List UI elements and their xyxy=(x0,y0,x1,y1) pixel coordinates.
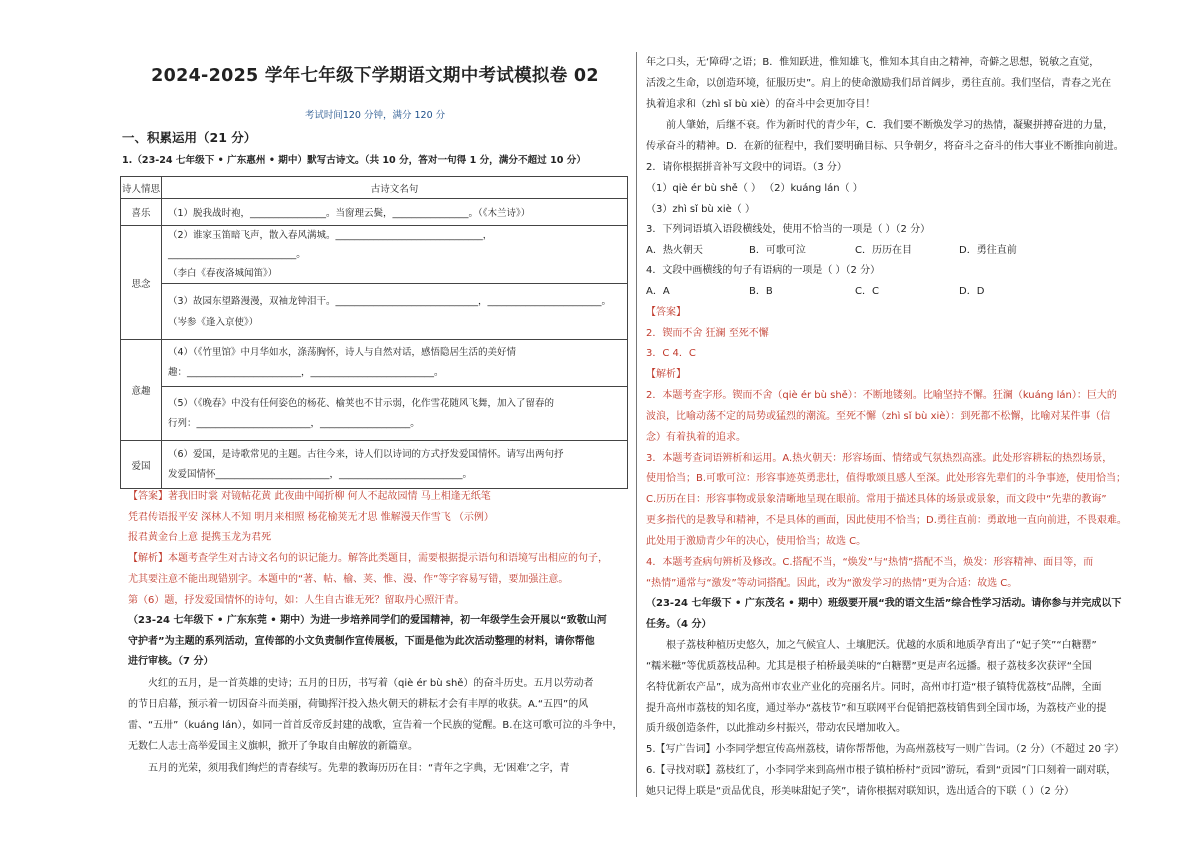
verse-line: （岑参《逢入京使》） xyxy=(168,316,259,328)
question-1-intro: 1.（23-24 七年级下 • 广东惠州 • 期中）默写古诗文。（共 10 分，答对一句得 1 分，满分不超过 10 分） xyxy=(122,155,586,166)
analysis-line: 尤其要注意不能出现错别字。本题中的“著、帖、榆、荚、惟、漫、作”等字容易写错，要加强注意。 xyxy=(128,574,569,585)
table-header: 诗人情思 xyxy=(121,177,162,199)
verse-line: （2）谁家玉笛暗飞声，散入春风满城。_______________________________，___________________________。 xyxy=(168,230,493,260)
option-b[interactable]: B．可歌可泣 xyxy=(749,245,806,256)
intro-line: （23-24 七年级下 • 广东茂名 • 期中）班级要开展“我的语文生活”综合性学习活动。请你参与并完成以下 xyxy=(646,598,1122,609)
question-5: 5.【写广告词】小李同学想宣传高州荔枝，请你帮帮他，为高州荔枝写一则广告词。（2 分）（不超过 20 字） xyxy=(646,744,1125,755)
answer-line: 3．C 4．C xyxy=(646,348,696,359)
analysis-line: 4．本题考查病句辨析及修改。C.搭配不当，“焕发”与“热情”搭配不当，焕发：形容精神、面目等，而 xyxy=(646,557,1094,568)
passage-line: “糯米糍”等优质荔枝品种。尤其是根子柏桥最美味的“白糖罂”更是声名远播。根子荔枝多次获评“全国 xyxy=(646,661,1092,672)
intro-line: 进行审核。（7 分） xyxy=(128,656,214,667)
answer-line: 报君黄金台上意 提携玉龙为君死 xyxy=(128,532,272,543)
verse-line: （5）（《晚春》中没有任何姿色的杨花、榆荚也不甘示弱，化作雪花随风飞舞，加入了留春的 xyxy=(168,397,555,409)
passage-line: 活泼之生命，以创造环境，征服历史”。肩上的使命激励我们昂首阔步，勇往直前。我们坚信，青春之光在 xyxy=(646,78,1112,89)
emotion-cell: 意趣 xyxy=(121,340,162,441)
verse-line: 趣：________________________，__________________________。 xyxy=(168,367,444,378)
question-4: 4．文段中画横线的句子有语病的一项是（ ）（2 分） xyxy=(646,265,881,276)
passage-line: 传承奋斗的精神。D．在新的征程中，我们要明确目标、只争朝夕，将奋斗之奋斗的伟大事业不断推向前进。 xyxy=(646,141,1124,152)
table-header-row xyxy=(121,177,628,199)
question-6-line: 6.【寻找对联】荔枝红了，小李同学来到高州市根子镇柏桥村“贡园”游玩，看到“贡园”门口刻着一副对联， xyxy=(646,765,1117,776)
table-row xyxy=(121,284,628,340)
exam-title: 2024-2025 学年七年级下学期语文期中考试模拟卷 02 xyxy=(151,66,599,86)
verse-line: （3）故园东望路漫漫，双袖龙钟泪干。______________________________，________________________。 xyxy=(168,295,612,307)
option-a[interactable]: A．A xyxy=(646,286,670,297)
verse-line: 行列：________________________，___________________。 xyxy=(168,417,420,429)
verse-cell xyxy=(162,441,628,489)
analysis-line: “热情”通常与“激发”等动词搭配。因此，改为“激发学习的热情”更为合适：故选 C。 xyxy=(646,578,1018,589)
verse-cell xyxy=(162,199,628,226)
table-header: 古诗文名句 xyxy=(162,177,628,199)
answer-line: 【答案】著我旧时裳 对镜帖花黄 此夜曲中闻折柳 何人不起故园情 马上相逢无纸笔 xyxy=(128,491,491,502)
analysis-line: 使用恰当；B.可歌可泣：形容事迹英勇悲壮，值得歌颂且感人至深。此处形容先辈们的斗争事迹，使用恰当； xyxy=(646,473,1127,484)
passage-line: 执着追求和（zhì sǐ bù xiè）的奋斗中会更加夺目！ xyxy=(646,99,876,110)
passage-line: 火红的五月，是一首英雄的史诗；五月的日历，书写着（qiè ér bù shě）的奋斗历史。五月以劳动者 xyxy=(148,678,594,689)
passage-line: 年之口头，无‘障碍’之语；B．惟知跃进，惟知雄飞，惟知本其自由之精神，奇僻之思想，锐敏之直觉， xyxy=(646,57,1100,68)
analysis-line: C.历历在目：形容事物或景象清晰地呈现在眼前。常用于描述具体的场景或景象，而文段中“先辈的教诲” xyxy=(646,494,1107,505)
verse-line: （4）（《竹里馆》中月华如水，涤荡胸怀，诗人与自然对话，感悟隐居生活的美好情 xyxy=(168,347,517,358)
option-d[interactable]: D．勇往直前 xyxy=(959,245,1017,256)
verse-line: （1）脱我战时袍，________________。当窗理云鬓，________________。（《木兰诗》） xyxy=(168,208,531,219)
table-row xyxy=(121,441,628,489)
analysis-line: 念）有着执着的追求。 xyxy=(646,432,746,443)
column-divider xyxy=(636,52,637,797)
verse-line: （6）爱国，是诗歌常见的主题。古往今来，诗人们以诗词的方式抒发爱国情怀。请写出两句抒 xyxy=(168,448,564,460)
analysis-line: 更多指代的是教导和精神，不是具体的画面，因此使用不恰当；D.勇往直前：勇敢地一直向前进，不畏艰难。 xyxy=(646,515,1127,526)
emotion-cell: 喜乐 xyxy=(121,199,162,226)
option-a[interactable]: A．热火朝天 xyxy=(646,245,703,256)
table-row xyxy=(121,199,628,226)
passage-line: 根子荔枝种植历史悠久，加之气候宜人、土壤肥沃。优越的水质和地质孕育出了“妃子笑”“白糖罂” xyxy=(666,640,1097,651)
analysis-label: 【解析】 xyxy=(646,369,686,380)
table-row xyxy=(121,387,628,441)
passage-line: 质升级创造条件，以此推动乡村振兴，带动农民增加收入。 xyxy=(646,723,906,734)
question-2-1: 2．请你根据拼音补写文段中的词语。（3 分） xyxy=(646,162,847,173)
emotion-cell: 爱国 xyxy=(121,441,162,489)
option-c[interactable]: C．C xyxy=(855,286,879,297)
question-3: 3．下列词语填入语段横线处，使用不恰当的一项是（ ）（2 分） xyxy=(646,224,931,235)
pinyin-blanks-row[interactable]: （1）qiè ér bù shě（ ） （2）kuáng lán（ ） xyxy=(646,183,863,194)
section-heading: 一、积累运用（21 分） xyxy=(122,130,257,145)
table-row xyxy=(121,340,628,387)
passage-line: 五月的光荣，须用我们绚烂的青春续写。先辈的教诲历历在目：“青年之字典，无‘困难’之字，青 xyxy=(148,763,570,774)
analysis-line: 第（6）题，抒发爱国情怀的诗句，如：人生自古谁无死？留取丹心照汗青。 xyxy=(128,595,465,606)
analysis-line: 2．本题考查字形。锲而不舍（qiè ér bù shě）：不断地镂刻。比喻坚持不懈。狂澜（kuáng lán）：巨大的 xyxy=(646,390,1117,401)
analysis-line: 【解析】本题考查学生对古诗文名句的识记能力。解答此类题目，需要根据提示语句和语境写出相应的句子， xyxy=(128,553,608,564)
analysis-line: 此处用于激励青少年的决心，使用恰当；故选 C。 xyxy=(646,536,867,547)
passage-line: 前人肇始，后继不衰。作为新时代的青少年，C．我们要不断焕发学习的热情，凝聚拼搏奋进的力量， xyxy=(666,120,1113,131)
table-row xyxy=(121,226,628,284)
exam-subtitle: 考试时间120 分钟，满分 120 分 xyxy=(304,110,446,121)
option-c[interactable]: C．历历在目 xyxy=(855,245,912,256)
passage-line: 无数仁人志士高举爱国主义旗帜，掀开了争取自由解放的新篇章。 xyxy=(128,741,418,752)
answer-label: 【答案】 xyxy=(646,307,686,318)
passage-line: 名特优新农产品”，成为高州市农业产业化的亮丽名片。同时，高州市打造“根子镇特优荔枝”品牌，全面 xyxy=(646,682,1102,693)
intro-line: 任务。（4 分） xyxy=(646,619,712,630)
answer-line: 凭君传语报平安 深林人不知 明月来相照 杨花榆荚无才思 惟解漫天作雪飞 （示例） xyxy=(128,512,494,523)
verse-cell xyxy=(162,284,628,340)
option-b[interactable]: B．B xyxy=(749,286,773,297)
verse-cell xyxy=(162,340,628,387)
pinyin-blanks-row[interactable]: （3）zhì sǐ bù xiè（ ） xyxy=(646,204,755,215)
verse-line: （李白《春夜洛城闻笛》） xyxy=(168,268,278,279)
analysis-line: 波浪，比喻动荡不定的局势或猛烈的潮流。至死不懈（zhì sǐ bù xiè）：到死都不松懈，比喻对某件事（信 xyxy=(646,411,1111,422)
emotion-cell: 思念 xyxy=(121,226,162,340)
verse-line: 发爱国情怀________________________，__________________________。 xyxy=(168,468,473,480)
question-6-line: 她只记得上联是“贡品优良，形美味甜妃子笑”，请你根据对联知识，选出适合的下联（ ）（2 分） xyxy=(646,786,1075,797)
intro-line: 守护者”为主题的系列活动，宣传部的小文负责制作宣传展板，下面是他为此次活动整理的材料，请你帮他 xyxy=(128,636,595,647)
passage-line: 雷、“五卅”（kuáng lán），如同一首首反帝反封建的战歌，宣告着一个民族的觉醒。B.在这可歌可泣的斗争中， xyxy=(128,720,623,731)
verse-cell xyxy=(162,387,628,441)
answer-line: 2．锲而不舍 狂澜 至死不懈 xyxy=(646,328,769,339)
poem-table xyxy=(120,176,628,489)
verse-cell xyxy=(162,226,628,284)
option-d[interactable]: D．D xyxy=(959,286,985,297)
passage-line: 提升高州市荔枝的知名度，通过举办“荔枝节”和互联网平台促销把荔枝销售到全国市场，为荔枝产业的提 xyxy=(646,703,1107,714)
analysis-line: 3．本题考查词语辨析和运用。A.热火朝天：形容场面、情绪或气氛热烈高涨。此处形容耕耘的热烈场景， xyxy=(646,453,1113,464)
passage-line: 的节日启幕，预示着一切因奋斗而美丽，荷锄挥汗投入热火朝天的耕耘才会有丰厚的收获。A.“五四”的风 xyxy=(128,699,589,710)
intro-line: （23-24 七年级下 • 广东东莞 • 期中）为进一步培养同学们的爱国精神，初一年级学生会开展以“致敬山河 xyxy=(128,615,607,626)
